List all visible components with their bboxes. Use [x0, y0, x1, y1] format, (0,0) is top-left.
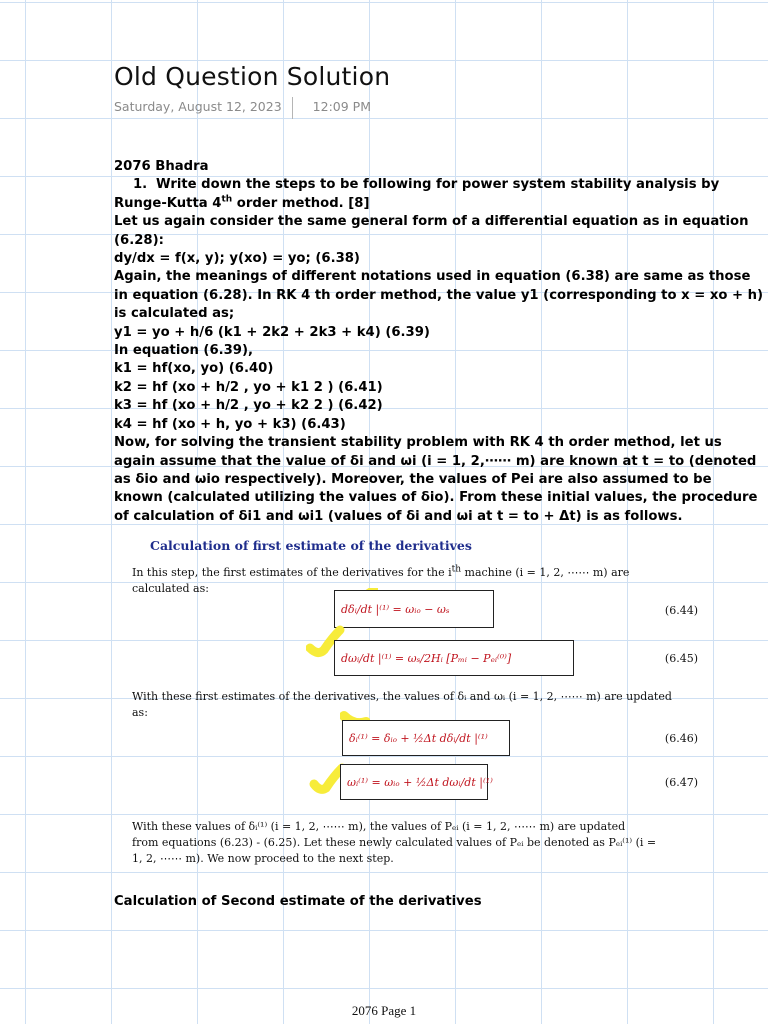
body-line: Let us again consider the same general form of a differential equation as in equation	[114, 214, 749, 230]
snippet-heading: Calculation of first estimate of the derivatives	[150, 538, 472, 553]
body-line: is calculated as;	[114, 306, 235, 322]
section-2-heading: Calculation of Second estimate of the derivatives	[114, 894, 482, 909]
snippet-para-3-line-1: With these values of δᵢ⁽¹⁾ (i = 1, 2, ⋯⋯ m), the values of Pₑᵢ (i = 1, 2, ⋯⋯ m) are updated	[132, 820, 626, 833]
body-line: of calculation of δi1 and ωi1 (values of δi and ωi at t = to + Δt) is as follows.	[114, 508, 683, 524]
question-number: 1.	[133, 177, 148, 193]
snippet-para-3-line-3: 1, 2, ⋯⋯ m). We now proceed to the next step.	[132, 852, 394, 865]
date-time-line	[114, 99, 371, 119]
equation-number: (6.44)	[664, 604, 698, 617]
body-line: y1 = yo + h/6 (k1 + 2k2 + 2k3 + k4) (6.39)	[114, 324, 430, 340]
question-line-2: Runge-Kutta 4th order method. [8]	[114, 194, 370, 211]
equation-box-6-44: dδᵢ/dt |⁽¹⁾ = ωᵢₒ − ωₛ	[334, 590, 494, 628]
page-title: Old Question Solution	[114, 62, 391, 91]
snippet-para-2-line-1: With these first estimates of the derivatives, the values of δᵢ and ωᵢ (i = 1, 2, ⋯⋯ m) are updated	[132, 690, 672, 703]
question-item	[114, 176, 754, 194]
snippet-para-1-line-1: In this step, the first estimates of the derivatives for the $i^{th}$ machine (i = 1, 2, ⋯⋯ m) are	[132, 564, 630, 579]
body-line: k4 = hf (xo + h, yo + k3) (6.43)	[114, 416, 346, 432]
equation-box-6-47: ωᵢ⁽¹⁾ = ωᵢₒ + ½Δt dωᵢ/dt |⁽¹⁾	[340, 764, 488, 800]
body-line: k1 = hf(xo, yo) (6.40)	[114, 361, 274, 377]
section-heading: 2076 Bhadra	[114, 159, 209, 174]
question-line-1: Write down the steps to be following for power system stability analysis by	[156, 177, 720, 193]
equation-number: (6.47)	[664, 776, 698, 789]
body-line: known (calculated utilizing the values of δio). From these initial values, the procedure	[114, 490, 758, 506]
body-line: dy/dx = f(x, y); y(xo) = yo; (6.38)	[114, 251, 360, 267]
date-time-separator	[292, 97, 293, 119]
body-line: in equation (6.28). In RK 4 th order method, the value y1 (corresponding to x = xo + h)	[114, 287, 764, 303]
snippet-para-1-line-2: calculated as:	[132, 582, 209, 595]
page-footer: 2076 Page 1	[351, 1003, 417, 1018]
body-line: again assume that the value of δi and ωi (i = 1, 2,⋯⋯ m) are known at t = to (denoted	[114, 453, 757, 469]
page-date: Saturday, August 12, 2023	[114, 99, 282, 114]
page-time: 12:09 PM	[312, 99, 371, 114]
equation-number: (6.45)	[664, 652, 698, 665]
snippet-para-3-line-2: from equations (6.23) - (6.25). Let these newly calculated values of Pₑᵢ be denoted as Pₑᵢ⁽¹⁾ (i =	[132, 836, 657, 849]
note-body	[114, 158, 764, 526]
equation-number: (6.46)	[664, 732, 698, 745]
body-line: k2 = hf (xo + h/2 , yo + k1 2 ) (6.41)	[114, 379, 383, 395]
equation-box-6-45: dωᵢ/dt |⁽¹⁾ = ωₛ/2Hᵢ [Pₘᵢ − Pₑᵢ⁽⁰⁾]	[334, 640, 574, 676]
body-line: Again, the meanings of different notations used in equation (6.38) are same as those	[114, 269, 751, 285]
body-line: k3 = hf (xo + h/2 , yo + k2 2 ) (6.42)	[114, 398, 383, 414]
snippet-para-2-line-2: as:	[132, 706, 148, 719]
body-line: In equation (6.39),	[114, 343, 254, 359]
body-line: (6.28):	[114, 232, 164, 248]
body-line: as δio and ωio respectively). Moreover, the values of Pei are also assumed to be	[114, 471, 712, 487]
equation-box-6-46: δᵢ⁽¹⁾ = δᵢₒ + ½Δt dδᵢ/dt |⁽¹⁾	[342, 720, 510, 756]
body-line: Now, for solving the transient stability problem with RK 4 th order method, let us	[114, 435, 722, 451]
